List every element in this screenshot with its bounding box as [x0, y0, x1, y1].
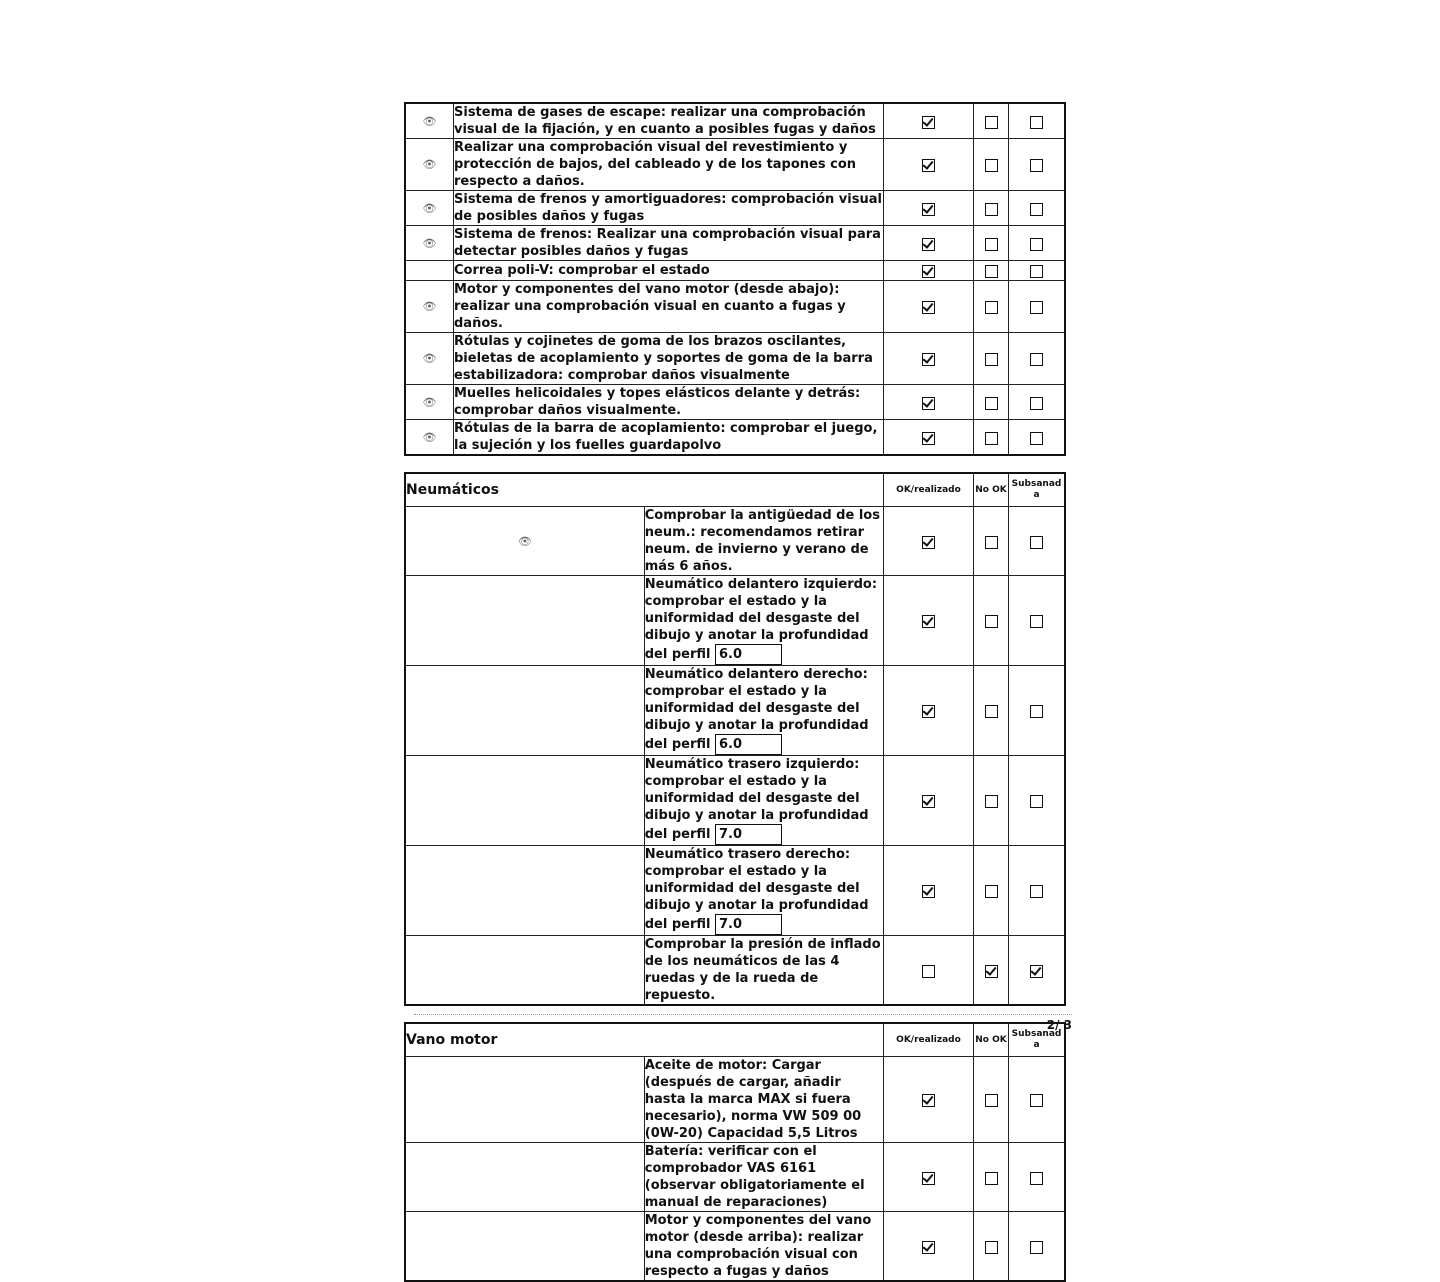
- ok-checkbox-cell: [884, 576, 974, 666]
- fixed-checkbox[interactable]: [1030, 301, 1043, 314]
- checklist-item-text: [454, 226, 884, 261]
- ok-checkbox[interactable]: [922, 353, 935, 366]
- checklist-item-label: Motor y componentes del vano motor (desde abajo): realizar una comprobación visual en cuanto a fugas y daños.: [454, 282, 846, 331]
- fixed-checkbox-cell: [1009, 103, 1066, 139]
- fixed-checkbox[interactable]: [1030, 885, 1043, 898]
- fixed-checkbox-cell: [1009, 261, 1066, 281]
- checklist-item-label: Rótulas de la barra de acoplamiento: comprobar el juego, la sujeción y los fuelles guardapolvo: [454, 421, 878, 453]
- section-title: Vano motor: [405, 1023, 884, 1057]
- not-ok-checkbox[interactable]: [985, 795, 998, 808]
- not-ok-checkbox-cell: [974, 936, 1009, 1006]
- ok-checkbox-cell: [884, 846, 974, 936]
- not-ok-checkbox-cell: [974, 576, 1009, 666]
- checklist-row: [405, 139, 1065, 191]
- eye-icon: 👁: [422, 430, 437, 444]
- ok-checkbox-cell: [884, 333, 974, 385]
- checklist-item-label: Neumático trasero derecho: comprobar el estado y la uniformidad del desgaste del dibujo y anotar la profundidad del perfil: [644, 847, 869, 932]
- ok-checkbox-cell: [884, 420, 974, 456]
- fixed-checkbox-cell: [1009, 936, 1066, 1006]
- inspection-icon-cell: [405, 281, 454, 333]
- col-sub-header: Subsanad a: [1011, 1029, 1062, 1050]
- not-ok-checkbox[interactable]: [985, 353, 998, 366]
- fixed-checkbox-cell: [1009, 385, 1066, 420]
- inspection-icon-cell: [405, 666, 644, 756]
- ok-checkbox[interactable]: [922, 397, 935, 410]
- checklist-row: [405, 191, 1065, 226]
- fixed-checkbox[interactable]: [1030, 1094, 1043, 1107]
- fixed-checkbox[interactable]: [1030, 432, 1043, 445]
- fixed-checkbox-cell: [1009, 226, 1066, 261]
- not-ok-checkbox[interactable]: [985, 885, 998, 898]
- checklist-item-label: Correa poli-V: comprobar el estado: [454, 263, 710, 278]
- not-ok-checkbox-cell: [974, 756, 1009, 846]
- ok-checkbox-cell: [884, 103, 974, 139]
- not-ok-checkbox[interactable]: [985, 265, 998, 278]
- checklist-row: [405, 420, 1065, 456]
- checklist-item-label: Muelles helicoidales y topes elásticos delante y detrás: comprobar daños visualmente.: [454, 386, 861, 418]
- fixed-checkbox[interactable]: [1030, 397, 1043, 410]
- ok-checkbox-cell: [884, 226, 974, 261]
- ok-checkbox[interactable]: [922, 965, 935, 978]
- checklist-row: [405, 226, 1065, 261]
- fixed-checkbox[interactable]: [1030, 795, 1043, 808]
- eye-icon: 👁: [517, 534, 532, 548]
- ok-checkbox[interactable]: [922, 795, 935, 808]
- fixed-checkbox[interactable]: [1030, 238, 1043, 251]
- ok-checkbox[interactable]: [922, 159, 935, 172]
- col-nok-header: No OK: [975, 1034, 1007, 1045]
- checklist-item-label: Sistema de frenos: Realizar una comprobación visual para detectar posibles daños y fugas: [454, 227, 881, 259]
- eye-icon: 👁: [422, 201, 437, 215]
- inspection-sheet: [404, 102, 1066, 1282]
- section-underbody-body: [405, 103, 1065, 455]
- section-underbody-table: [404, 102, 1066, 456]
- checklist-item-label: Comprobar la antigüedad de los neum.: recomendamos retirar neum. de invierno y verano de más 6 años.: [644, 508, 880, 574]
- not-ok-checkbox-cell: [974, 846, 1009, 936]
- fixed-checkbox[interactable]: [1030, 1172, 1043, 1185]
- checklist-item-text: [454, 333, 884, 385]
- eye-icon: 👁: [422, 300, 437, 313]
- checklist-row: [405, 1143, 1065, 1212]
- section-gap: [404, 456, 1066, 472]
- ok-checkbox-cell: [884, 507, 974, 576]
- ok-checkbox[interactable]: [922, 536, 935, 549]
- ok-checkbox[interactable]: [922, 265, 935, 278]
- checklist-row: [405, 281, 1065, 333]
- ok-checkbox[interactable]: [922, 203, 935, 216]
- fixed-checkbox-cell: [1009, 191, 1066, 226]
- not-ok-checkbox-cell: [974, 333, 1009, 385]
- checklist-item-text: [454, 103, 884, 139]
- tread-depth-field[interactable]: 7.0: [715, 914, 782, 935]
- inspection-icon-cell: [405, 1143, 644, 1212]
- checklist-row: [405, 1057, 1065, 1143]
- tread-depth-field[interactable]: 7.0: [715, 824, 782, 845]
- checklist-row: [405, 846, 1065, 936]
- not-ok-checkbox[interactable]: [985, 116, 998, 129]
- not-ok-checkbox[interactable]: [985, 432, 998, 445]
- fixed-checkbox[interactable]: [1030, 203, 1043, 216]
- checklist-item-text: [454, 281, 884, 333]
- page-number: 2/ 3: [414, 1014, 1072, 1032]
- ok-checkbox-cell: [884, 1143, 974, 1212]
- fixed-checkbox[interactable]: [1030, 116, 1043, 129]
- fixed-checkbox[interactable]: [1030, 159, 1043, 172]
- checklist-item-label: Rótulas y cojinetes de goma de los brazos oscilantes, bieletas de acoplamiento y soportes de goma de la barra estabilizadora: comprobar daños visualmente: [454, 334, 873, 383]
- checklist-row: [405, 333, 1065, 385]
- fixed-checkbox-cell: [1009, 576, 1066, 666]
- inspection-icon-cell: [405, 420, 454, 456]
- not-ok-checkbox-cell: [974, 666, 1009, 756]
- not-ok-checkbox[interactable]: [985, 705, 998, 718]
- not-ok-checkbox[interactable]: [985, 615, 998, 628]
- checklist-item-label: Aceite de motor: Cargar (después de cargar, añadir hasta la marca MAX si fuera necesario), norma VW 509 00 (0W-20) Capacidad 5,5 Litros: [644, 1058, 862, 1141]
- not-ok-checkbox[interactable]: [985, 536, 998, 549]
- not-ok-checkbox-cell: [974, 507, 1009, 576]
- not-ok-checkbox-cell: [974, 103, 1009, 139]
- ok-checkbox-cell: [884, 1057, 974, 1143]
- fixed-checkbox[interactable]: [1030, 705, 1043, 718]
- inspection-icon-cell: [405, 576, 644, 666]
- checklist-item-text: [644, 1212, 883, 1282]
- inspection-icon-cell: [405, 226, 454, 261]
- ok-checkbox-cell: [884, 936, 974, 1006]
- checklist-item-text: [454, 139, 884, 191]
- fixed-checkbox-cell: [1009, 281, 1066, 333]
- not-ok-checkbox[interactable]: [985, 1094, 998, 1107]
- eye-icon: 👁: [422, 395, 437, 409]
- checklist-item-label: Comprobar la presión de inflado de los neumáticos de las 4 ruedas y de la rueda de repuesto.: [644, 937, 881, 1003]
- not-ok-checkbox-cell: [974, 281, 1009, 333]
- checklist-item-text: [644, 846, 883, 936]
- col-sub-header: Subsanad a: [1011, 479, 1062, 500]
- not-ok-checkbox[interactable]: [985, 203, 998, 216]
- checklist-item-text: [644, 1057, 883, 1143]
- section-tyres-body: [405, 473, 1065, 1005]
- not-ok-checkbox-cell: [974, 139, 1009, 191]
- not-ok-checkbox-cell: [974, 191, 1009, 226]
- ok-checkbox-cell: [884, 666, 974, 756]
- fixed-checkbox[interactable]: [1030, 536, 1043, 549]
- fixed-checkbox-cell: [1009, 1143, 1066, 1212]
- ok-checkbox[interactable]: [922, 116, 935, 129]
- eye-icon: 👁: [422, 114, 437, 128]
- fixed-checkbox[interactable]: [1030, 1241, 1043, 1254]
- ok-checkbox[interactable]: [922, 1094, 935, 1107]
- tread-depth-field[interactable]: 6.0: [715, 734, 782, 755]
- eye-icon: 👁: [422, 236, 437, 250]
- checklist-item-label: Motor y componentes del vano motor (desde arriba): realizar una comprobación visual con respecto a fugas y daños: [644, 1213, 872, 1279]
- eye-icon: 👁: [422, 158, 437, 171]
- inspection-icon-cell: [405, 139, 454, 191]
- not-ok-checkbox[interactable]: [985, 159, 998, 172]
- section-tyres-table: [404, 472, 1066, 1006]
- inspection-icon-cell: [405, 507, 644, 576]
- fixed-checkbox-cell: [1009, 1212, 1066, 1282]
- checklist-item-label: Neumático trasero izquierdo: comprobar el estado y la uniformidad del desgaste del dibujo y anotar la profundidad del perfil: [644, 757, 869, 842]
- ok-checkbox[interactable]: [922, 301, 935, 314]
- checklist-item-text: [644, 576, 883, 666]
- checklist-item-text: [454, 261, 884, 281]
- checklist-item-label: Sistema de frenos y amortiguadores: comprobación visual de posibles daños y fugas: [454, 192, 882, 224]
- checklist-row: [405, 756, 1065, 846]
- checklist-item-text: [644, 666, 883, 756]
- inspection-icon-cell: [405, 103, 454, 139]
- inspection-icon-cell: [405, 936, 644, 1006]
- checklist-item-text: [644, 756, 883, 846]
- checklist-item-label: Batería: verificar con el comprobador VAS 6161 (observar obligatoriamente el manual de reparaciones): [644, 1144, 865, 1210]
- not-ok-checkbox-cell: [974, 226, 1009, 261]
- section-title: Neumáticos: [405, 473, 884, 507]
- fixed-checkbox-cell: [1009, 420, 1066, 456]
- section-engine-body: [405, 1023, 1065, 1281]
- checklist-item-label: Sistema de gases de escape: realizar una comprobación visual de la fijación, y en cuanto a posibles fugas y daños: [454, 105, 876, 137]
- not-ok-checkbox[interactable]: [985, 238, 998, 251]
- not-ok-checkbox[interactable]: [985, 1172, 998, 1185]
- checklist-item-text: [644, 507, 883, 576]
- checklist-row: [405, 936, 1065, 1006]
- not-ok-checkbox[interactable]: [985, 301, 998, 314]
- inspection-icon-cell: [405, 261, 454, 281]
- checklist-item-text: [454, 191, 884, 226]
- fixed-checkbox-cell: [1009, 756, 1066, 846]
- ok-checkbox-cell: [884, 385, 974, 420]
- ok-checkbox-cell: [884, 756, 974, 846]
- ok-checkbox-cell: [884, 261, 974, 281]
- tread-depth-field[interactable]: 6.0: [715, 644, 782, 665]
- ok-checkbox-cell: [884, 191, 974, 226]
- checklist-row: [405, 507, 1065, 576]
- inspection-icon-cell: [405, 385, 454, 420]
- checklist-item-label: Neumático delantero izquierdo: comprobar el estado y la uniformidad del desgaste del dibujo y anotar la profundidad del perfil: [644, 577, 878, 662]
- fixed-checkbox[interactable]: [1030, 965, 1043, 978]
- ok-checkbox[interactable]: [922, 238, 935, 251]
- eye-icon: 👁: [422, 352, 437, 365]
- section-header: [405, 473, 1065, 507]
- fixed-checkbox-cell: [1009, 139, 1066, 191]
- fixed-checkbox-cell: [1009, 1057, 1066, 1143]
- ok-checkbox-cell: [884, 1212, 974, 1282]
- section-engine-table: [404, 1022, 1066, 1282]
- not-ok-checkbox[interactable]: [985, 397, 998, 410]
- inspection-icon-cell: [405, 756, 644, 846]
- checklist-item-label: Realizar una comprobación visual del revestimiento y protección de bajos, del cableado y de los tapones con respecto a daños.: [454, 140, 857, 189]
- ok-checkbox[interactable]: [922, 432, 935, 445]
- checklist-row: [405, 103, 1065, 139]
- ok-checkbox-cell: [884, 139, 974, 191]
- not-ok-checkbox-cell: [974, 1057, 1009, 1143]
- not-ok-checkbox-cell: [974, 1212, 1009, 1282]
- checklist-row: [405, 666, 1065, 756]
- inspection-icon-cell: [405, 1057, 644, 1143]
- not-ok-checkbox[interactable]: [985, 1241, 998, 1254]
- checklist-item-label: Neumático delantero derecho: comprobar el estado y la uniformidad del desgaste del dibujo y anotar la profundidad del perfil: [644, 667, 869, 752]
- col-ok-header: OK/realizado: [896, 484, 961, 495]
- col-ok-header: OK/realizado: [896, 1034, 961, 1045]
- col-nok-header: No OK: [975, 484, 1007, 495]
- ok-checkbox[interactable]: [922, 1241, 935, 1254]
- not-ok-checkbox-cell: [974, 420, 1009, 456]
- checklist-row: [405, 576, 1065, 666]
- inspection-icon-cell: [405, 333, 454, 385]
- fixed-checkbox[interactable]: [1030, 353, 1043, 366]
- checklist-row: [405, 261, 1065, 281]
- checklist-item-text: [644, 1143, 883, 1212]
- fixed-checkbox-cell: [1009, 507, 1066, 576]
- ok-checkbox[interactable]: [922, 615, 935, 628]
- not-ok-checkbox-cell: [974, 1143, 1009, 1212]
- not-ok-checkbox-cell: [974, 385, 1009, 420]
- checklist-item-text: [454, 385, 884, 420]
- fixed-checkbox-cell: [1009, 846, 1066, 936]
- inspection-icon-cell: [405, 191, 454, 226]
- ok-checkbox-cell: [884, 281, 974, 333]
- not-ok-checkbox-cell: [974, 261, 1009, 281]
- inspection-icon-cell: [405, 846, 644, 936]
- ok-checkbox[interactable]: [922, 885, 935, 898]
- checklist-item-text: [454, 420, 884, 456]
- ok-checkbox[interactable]: [922, 1172, 935, 1185]
- fixed-checkbox[interactable]: [1030, 615, 1043, 628]
- fixed-checkbox[interactable]: [1030, 265, 1043, 278]
- fixed-checkbox-cell: [1009, 333, 1066, 385]
- inspection-icon-cell: [405, 1212, 644, 1282]
- checklist-row: [405, 1212, 1065, 1282]
- checklist-item-text: [644, 936, 883, 1006]
- fixed-checkbox-cell: [1009, 666, 1066, 756]
- not-ok-checkbox[interactable]: [985, 965, 998, 978]
- checklist-row: [405, 385, 1065, 420]
- ok-checkbox[interactable]: [922, 705, 935, 718]
